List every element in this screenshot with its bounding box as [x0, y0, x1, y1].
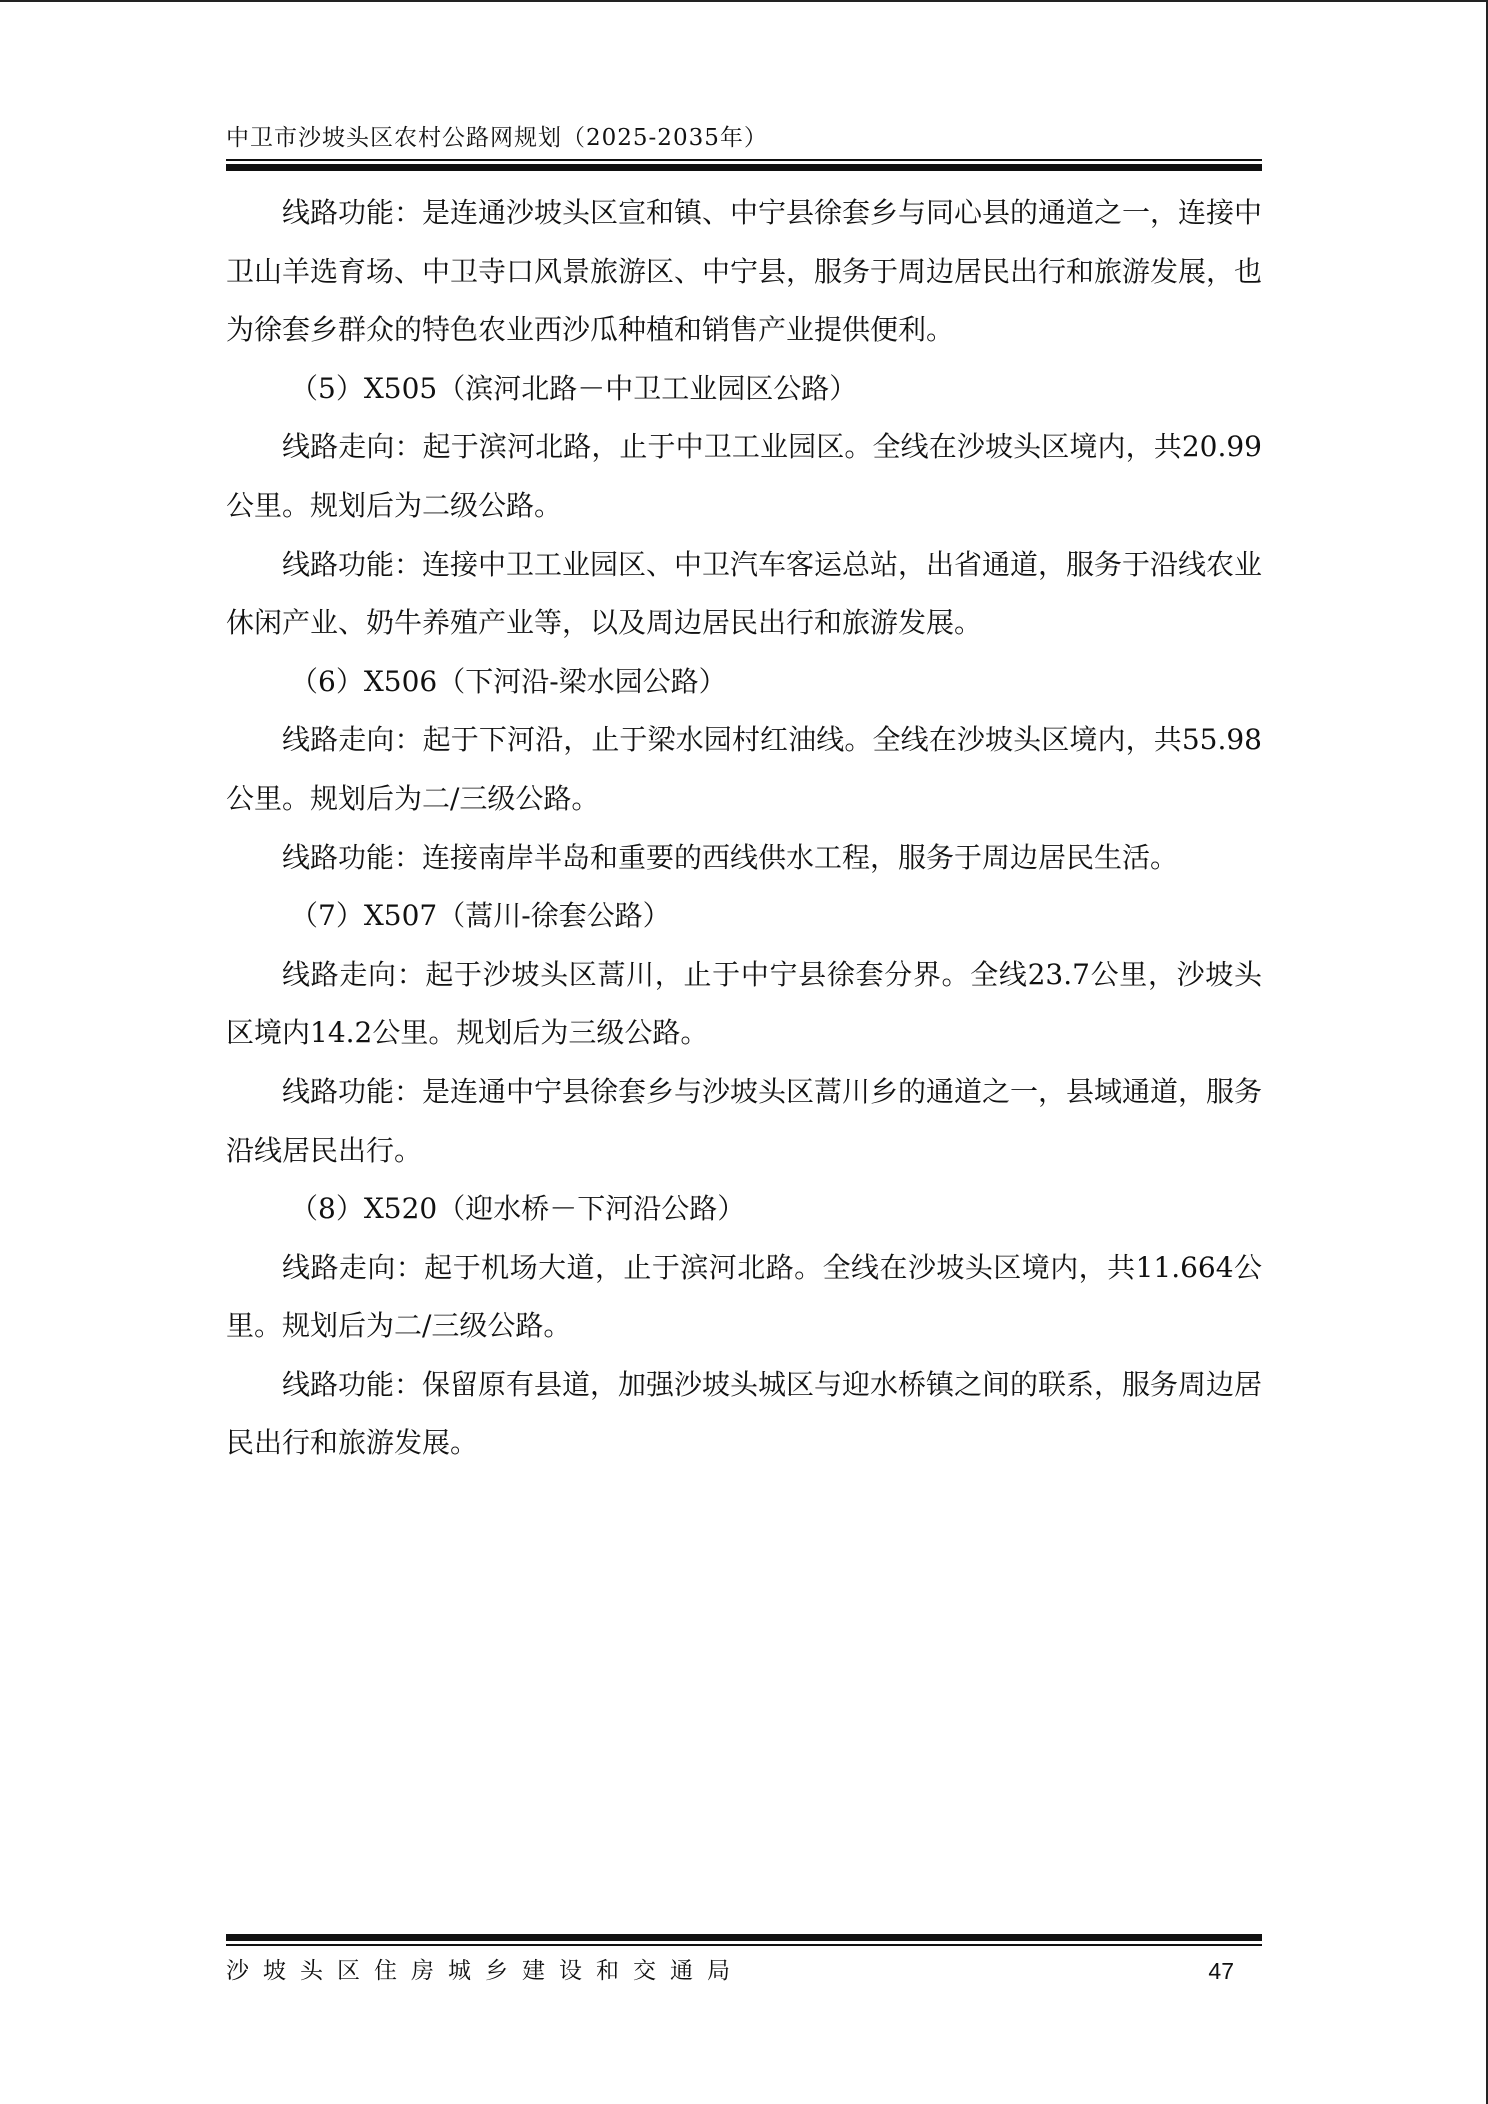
section-heading: （5）X505（滨河北路－中卫工业园区公路）: [290, 371, 858, 405]
paragraph: 线路走向：起于机场大道，止于滨河北路。全线在沙坡头区境内，共11.664公里。规划后为二/三级公路。: [226, 1250, 1262, 1343]
page-number: 47: [1208, 1958, 1234, 1984]
footer-organization: 沙坡头区住房城乡建设和交通局: [226, 1958, 744, 1984]
footer-row: [226, 1954, 1262, 1994]
paragraph: 线路功能：保留原有县道，加强沙坡头城区与迎水桥镇之间的联系，服务周边居民出行和旅游发展。: [226, 1367, 1263, 1460]
section-heading: （7）X507（蒿川-徐套公路）: [290, 899, 671, 933]
header-title: 中卫市沙坡头区农村公路网规划（2025-2035年）: [226, 125, 768, 151]
header-rule-thick: [226, 164, 1262, 171]
footer-rule-thick: [226, 1934, 1262, 1941]
page-footer: [226, 1934, 1262, 1994]
page-body: [226, 184, 1262, 1473]
paragraph: 线路走向：起于滨河北路，止于中卫工业园区。全线在沙坡头区境内，共20.99公里。规划后为二级公路。: [226, 430, 1262, 522]
page-border-top: [0, 0, 1488, 2]
paragraph: 线路走向：起于下河沿，止于梁水园村红油线。全线在沙坡头区境内，共55.98公里。规划后为二/三级公路。: [226, 723, 1262, 815]
section-heading: （8）X520（迎水桥－下河沿公路）: [290, 1192, 746, 1226]
section-heading: （6）X506（下河沿-梁水园公路）: [290, 664, 727, 698]
paragraph: 线路走向：起于沙坡头区蒿川，止于中宁县徐套分界。全线23.7公里，沙坡头区境内14.2公里。规划后为三级公路。: [226, 957, 1262, 1050]
paragraph: 线路功能：连接南岸半岛和重要的西线供水工程，服务于周边居民生活。: [282, 840, 1179, 874]
header-rule-thin: [226, 159, 1262, 161]
footer-rule-thin: [226, 1944, 1262, 1946]
paragraph: 线路功能：连接中卫工业园区、中卫汽车客运总站，出省通道，服务于沿线农业休闲产业、奶牛养殖产业等，以及周边居民出行和旅游发展。: [226, 547, 1263, 640]
page-header: [226, 122, 1262, 171]
paragraph: 线路功能：是连通沙坡头区宣和镇、中宁县徐套乡与同心县的通道之一，连接中卫山羊选育场、中卫寺口风景旅游区、中宁县，服务于周边居民出行和旅游发展，也为徐套乡群众的特色农业西沙瓜种植和销售产业提供便利。: [226, 196, 1263, 347]
paragraph: 线路功能：是连通中宁县徐套乡与沙坡头区蒿川乡的通道之一，县域通道，服务沿线居民出行。: [226, 1074, 1263, 1167]
